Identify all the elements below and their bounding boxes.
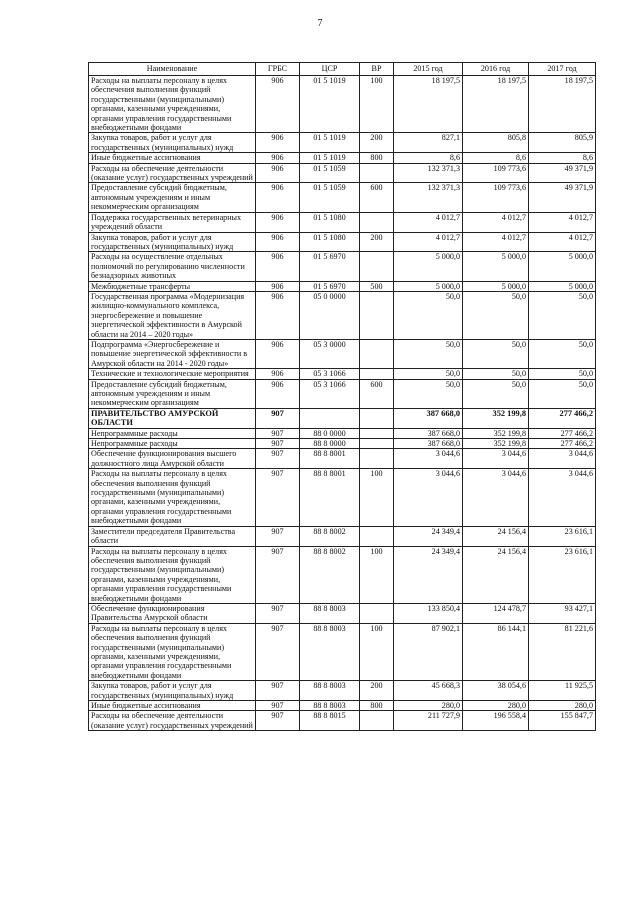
row-2016-cell: 3 044,6	[463, 469, 529, 526]
row-2017-cell: 8,6	[529, 153, 596, 163]
table-row	[89, 603, 596, 623]
row-vr-cell: 800	[360, 153, 394, 163]
row-2017-cell: 49 371,9	[529, 183, 596, 212]
row-grbs-cell: 906	[256, 133, 300, 153]
row-name-cell: Непрограммные расходы	[89, 428, 256, 438]
row-2015-cell: 4 012,7	[394, 232, 463, 252]
row-2015-cell: 50,0	[394, 339, 463, 368]
row-vr-cell	[360, 408, 394, 428]
row-2015-cell: 387 668,0	[394, 439, 463, 449]
row-csr-cell: 88 8 8002	[300, 526, 360, 546]
row-2016-cell: 50,0	[463, 339, 529, 368]
row-2015-cell: 3 044,6	[394, 469, 463, 526]
table-row	[89, 212, 596, 232]
row-2016-cell: 352 199,8	[463, 439, 529, 449]
table-row	[89, 133, 596, 153]
row-vr-cell	[360, 711, 394, 731]
row-csr-cell: 05 3 1066	[300, 369, 360, 379]
row-2015-cell: 24 349,4	[394, 526, 463, 546]
row-csr-cell: 88 8 8002	[300, 546, 360, 603]
row-name-cell: Поддержка государственных ветеринарных учреждений области	[89, 212, 256, 232]
row-vr-cell: 600	[360, 379, 394, 408]
row-vr-cell	[360, 163, 394, 183]
row-name-cell: Расходы на выплаты персоналу в целях обеспечения выполнения функций государственными (муниципальными) органами, казенными учреждениями, органами управления государственными внебюджетными фондами	[89, 76, 256, 133]
row-vr-cell: 500	[360, 281, 394, 291]
table-row	[89, 623, 596, 680]
row-2016-cell: 18 197,5	[463, 76, 529, 133]
row-name-cell: Государственная программа «Модернизация жилищно-коммунального комплекса, энергосбережение и повышение энергетической эффективности в Амурской области на 2014 – 2020 годы»	[89, 291, 256, 339]
row-csr-cell: 01 5 6970	[300, 252, 360, 281]
row-2017-cell: 81 221,6	[529, 623, 596, 680]
row-name-cell: ПРАВИТЕЛЬСТВО АМУРСКОЙ ОБЛАСТИ	[89, 408, 256, 428]
row-csr-cell: 05 0 0000	[300, 291, 360, 339]
row-2017-cell: 4 012,7	[529, 232, 596, 252]
table-row	[89, 291, 596, 339]
row-2017-cell: 3 044,6	[529, 469, 596, 526]
row-2015-cell: 50,0	[394, 379, 463, 408]
row-2017-cell: 50,0	[529, 379, 596, 408]
row-vr-cell	[360, 369, 394, 379]
row-csr-cell: 05 3 1066	[300, 379, 360, 408]
row-2017-cell: 50,0	[529, 291, 596, 339]
row-grbs-cell: 906	[256, 232, 300, 252]
row-2017-cell: 93 427,1	[529, 603, 596, 623]
row-name-cell: Расходы на выплаты персоналу в целях обеспечения выполнения функций государственными (муниципальными) органами, казенными учреждениями, органами управления государственными внебюджетными фондами	[89, 469, 256, 526]
row-grbs-cell: 906	[256, 153, 300, 163]
row-2016-cell: 805,8	[463, 133, 529, 153]
row-grbs-cell: 907	[256, 711, 300, 731]
row-csr-cell: 01 5 1019	[300, 76, 360, 133]
page-number: 7	[317, 18, 323, 29]
row-2015-cell: 132 371,3	[394, 163, 463, 183]
table-header-row	[89, 63, 596, 76]
row-vr-cell: 200	[360, 133, 394, 153]
row-2017-cell: 277 466,2	[529, 439, 596, 449]
header-grbs: ГРБС	[256, 63, 300, 76]
row-grbs-cell: 907	[256, 439, 300, 449]
row-name-cell: Технические и технологические мероприятия	[89, 369, 256, 379]
row-grbs-cell: 907	[256, 623, 300, 680]
row-2016-cell: 280,0	[463, 701, 529, 711]
row-2017-cell: 18 197,5	[529, 76, 596, 133]
row-vr-cell: 100	[360, 546, 394, 603]
row-csr-cell: 88 8 8003	[300, 603, 360, 623]
row-grbs-cell: 907	[256, 428, 300, 438]
row-grbs-cell: 907	[256, 449, 300, 469]
row-vr-cell: 100	[360, 76, 394, 133]
row-grbs-cell: 906	[256, 163, 300, 183]
row-vr-cell	[360, 439, 394, 449]
row-name-cell: Обеспечение функционирования высшего должностного лица Амурской области	[89, 449, 256, 469]
row-grbs-cell: 906	[256, 183, 300, 212]
row-name-cell: Закупка товаров, работ и услуг для государственных (муниципальных) нужд	[89, 232, 256, 252]
row-2016-cell: 109 773,6	[463, 183, 529, 212]
budget-table	[88, 62, 596, 731]
row-2017-cell: 50,0	[529, 339, 596, 368]
row-csr-cell: 88 8 8003	[300, 701, 360, 711]
row-2017-cell: 3 044,6	[529, 449, 596, 469]
row-name-cell: Обеспечение функционирования Правительства Амурской области	[89, 603, 256, 623]
row-2015-cell: 5 000,0	[394, 281, 463, 291]
table-row	[89, 252, 596, 281]
row-name-cell: Предоставление субсидий бюджетным, автономным учреждениям и иным некоммерческим организациям	[89, 379, 256, 408]
table-row	[89, 153, 596, 163]
row-2015-cell: 87 902,1	[394, 623, 463, 680]
row-csr-cell: 88 8 8003	[300, 623, 360, 680]
row-2016-cell: 109 773,6	[463, 163, 529, 183]
row-vr-cell: 600	[360, 183, 394, 212]
row-name-cell: Подпрограмма «Энергосбережение и повышение энергетической эффективности в Амурской области на 2014 - 2020 годы»	[89, 339, 256, 368]
row-vr-cell	[360, 428, 394, 438]
row-2015-cell: 24 349,4	[394, 546, 463, 603]
row-2015-cell: 133 850,4	[394, 603, 463, 623]
row-vr-cell	[360, 603, 394, 623]
row-vr-cell	[360, 291, 394, 339]
row-vr-cell	[360, 526, 394, 546]
row-vr-cell: 200	[360, 681, 394, 701]
header-2015: 2015 год	[394, 63, 463, 76]
row-2015-cell: 132 371,3	[394, 183, 463, 212]
row-2015-cell: 827,1	[394, 133, 463, 153]
table-row	[89, 163, 596, 183]
row-2017-cell: 23 616,1	[529, 546, 596, 603]
row-vr-cell	[360, 449, 394, 469]
row-name-cell: Расходы на выплаты персоналу в целях обеспечения выполнения функций государственными (муниципальными) органами, казенными учреждениями, органами управления государственными внебюджетными фондами	[89, 623, 256, 680]
row-2016-cell: 3 044,6	[463, 449, 529, 469]
row-name-cell: Заместители председателя Правительства области	[89, 526, 256, 546]
row-2016-cell: 24 156,4	[463, 526, 529, 546]
row-name-cell: Расходы на выплаты персоналу в целях обеспечения выполнения функций государственными (муниципальными) органами, казенными учреждениями, органами управления государственными внебюджетными фондами	[89, 546, 256, 603]
row-2016-cell: 38 054,6	[463, 681, 529, 701]
table-row	[89, 439, 596, 449]
row-grbs-cell: 906	[256, 76, 300, 133]
row-vr-cell	[360, 339, 394, 368]
row-2015-cell: 45 668,3	[394, 681, 463, 701]
row-csr-cell: 88 8 8001	[300, 449, 360, 469]
row-name-cell: Межбюджетные трансферты	[89, 281, 256, 291]
row-2017-cell: 280,0	[529, 701, 596, 711]
table-row	[89, 546, 596, 603]
row-grbs-cell: 906	[256, 252, 300, 281]
row-csr-cell: 88 8 8001	[300, 469, 360, 526]
row-2016-cell: 24 156,4	[463, 546, 529, 603]
row-csr-cell: 01 5 1080	[300, 232, 360, 252]
header-name: Наименование	[89, 63, 256, 76]
row-grbs-cell: 907	[256, 469, 300, 526]
row-2015-cell: 387 668,0	[394, 428, 463, 438]
row-grbs-cell: 907	[256, 701, 300, 711]
row-2017-cell: 5 000,0	[529, 252, 596, 281]
row-2015-cell: 387 668,0	[394, 408, 463, 428]
row-2016-cell: 352 199,8	[463, 428, 529, 438]
table-row	[89, 428, 596, 438]
row-2015-cell: 211 727,9	[394, 711, 463, 731]
header-2016: 2016 год	[463, 63, 529, 76]
row-vr-cell: 800	[360, 701, 394, 711]
table-row	[89, 526, 596, 546]
row-name-cell: Закупка товаров, работ и услуг для государственных (муниципальных) нужд	[89, 133, 256, 153]
row-csr-cell: 01 5 1080	[300, 212, 360, 232]
header-csr: ЦСР	[300, 63, 360, 76]
row-2017-cell: 155 847,7	[529, 711, 596, 731]
row-2015-cell: 18 197,5	[394, 76, 463, 133]
row-name-cell: Закупка товаров, работ и услуг для государственных (муниципальных) нужд	[89, 681, 256, 701]
row-csr-cell	[300, 408, 360, 428]
row-2016-cell: 8,6	[463, 153, 529, 163]
header-vr: ВР	[360, 63, 394, 76]
row-grbs-cell: 906	[256, 369, 300, 379]
row-name-cell: Расходы на осуществление отдельных полномочий по регулированию численности безнадзорных животных	[89, 252, 256, 281]
row-2016-cell: 50,0	[463, 379, 529, 408]
row-csr-cell: 88 8 8003	[300, 681, 360, 701]
row-2017-cell: 49 371,9	[529, 163, 596, 183]
row-grbs-cell: 907	[256, 681, 300, 701]
row-2017-cell: 23 616,1	[529, 526, 596, 546]
table-row	[89, 339, 596, 368]
row-2017-cell: 4 012,7	[529, 212, 596, 232]
table-row	[89, 379, 596, 408]
row-2017-cell: 50,0	[529, 369, 596, 379]
row-vr-cell: 200	[360, 232, 394, 252]
table-row	[89, 449, 596, 469]
row-csr-cell: 01 5 6970	[300, 281, 360, 291]
row-2016-cell: 196 558,4	[463, 711, 529, 731]
row-csr-cell: 01 5 1019	[300, 133, 360, 153]
row-csr-cell: 88 0 0000	[300, 428, 360, 438]
row-name-cell: Иные бюджетные ассигнования	[89, 701, 256, 711]
row-2016-cell: 5 000,0	[463, 252, 529, 281]
row-grbs-cell: 906	[256, 281, 300, 291]
row-2015-cell: 5 000,0	[394, 252, 463, 281]
row-2015-cell: 3 044,6	[394, 449, 463, 469]
row-vr-cell: 100	[360, 469, 394, 526]
table-row	[89, 183, 596, 212]
table-body	[89, 76, 596, 731]
row-2016-cell: 4 012,7	[463, 232, 529, 252]
row-grbs-cell: 907	[256, 603, 300, 623]
row-vr-cell	[360, 212, 394, 232]
row-csr-cell: 88 8 8015	[300, 711, 360, 731]
row-csr-cell: 88 8 0000	[300, 439, 360, 449]
row-2016-cell: 4 012,7	[463, 212, 529, 232]
row-2015-cell: 8,6	[394, 153, 463, 163]
row-2016-cell: 50,0	[463, 291, 529, 339]
row-2016-cell: 124 478,7	[463, 603, 529, 623]
table-row	[89, 469, 596, 526]
row-vr-cell: 100	[360, 623, 394, 680]
row-2017-cell: 277 466,2	[529, 428, 596, 438]
table-row	[89, 281, 596, 291]
row-2015-cell: 50,0	[394, 291, 463, 339]
table-row	[89, 711, 596, 731]
table-row	[89, 701, 596, 711]
row-grbs-cell: 906	[256, 339, 300, 368]
row-2015-cell: 4 012,7	[394, 212, 463, 232]
row-2017-cell: 277 466,2	[529, 408, 596, 428]
table-row	[89, 76, 596, 133]
row-2017-cell: 5 000,0	[529, 281, 596, 291]
row-2016-cell: 86 144,1	[463, 623, 529, 680]
row-name-cell: Непрограммные расходы	[89, 439, 256, 449]
row-name-cell: Расходы на обеспечение деятельности (оказание услуг) государственных учреждений	[89, 711, 256, 731]
row-csr-cell: 01 5 1059	[300, 163, 360, 183]
row-name-cell: Предоставление субсидий бюджетным, автономным учреждениям и иным некоммерческим организациям	[89, 183, 256, 212]
row-csr-cell: 05 3 0000	[300, 339, 360, 368]
row-2016-cell: 352 199,8	[463, 408, 529, 428]
row-2016-cell: 50,0	[463, 369, 529, 379]
row-csr-cell: 01 5 1019	[300, 153, 360, 163]
table-row	[89, 681, 596, 701]
row-vr-cell	[360, 252, 394, 281]
row-grbs-cell: 906	[256, 379, 300, 408]
row-grbs-cell: 907	[256, 546, 300, 603]
row-2017-cell: 11 925,5	[529, 681, 596, 701]
row-csr-cell: 01 5 1059	[300, 183, 360, 212]
table-row	[89, 408, 596, 428]
row-2016-cell: 5 000,0	[463, 281, 529, 291]
row-grbs-cell: 907	[256, 526, 300, 546]
row-grbs-cell: 906	[256, 212, 300, 232]
row-name-cell: Расходы на обеспечение деятельности (оказание услуг) государственных учреждений	[89, 163, 256, 183]
row-2015-cell: 280,0	[394, 701, 463, 711]
header-2017: 2017 год	[529, 63, 596, 76]
row-name-cell: Иные бюджетные ассигнования	[89, 153, 256, 163]
table-row	[89, 369, 596, 379]
row-grbs-cell: 906	[256, 291, 300, 339]
table-row	[89, 232, 596, 252]
row-grbs-cell: 907	[256, 408, 300, 428]
row-2017-cell: 805,9	[529, 133, 596, 153]
row-2015-cell: 50,0	[394, 369, 463, 379]
